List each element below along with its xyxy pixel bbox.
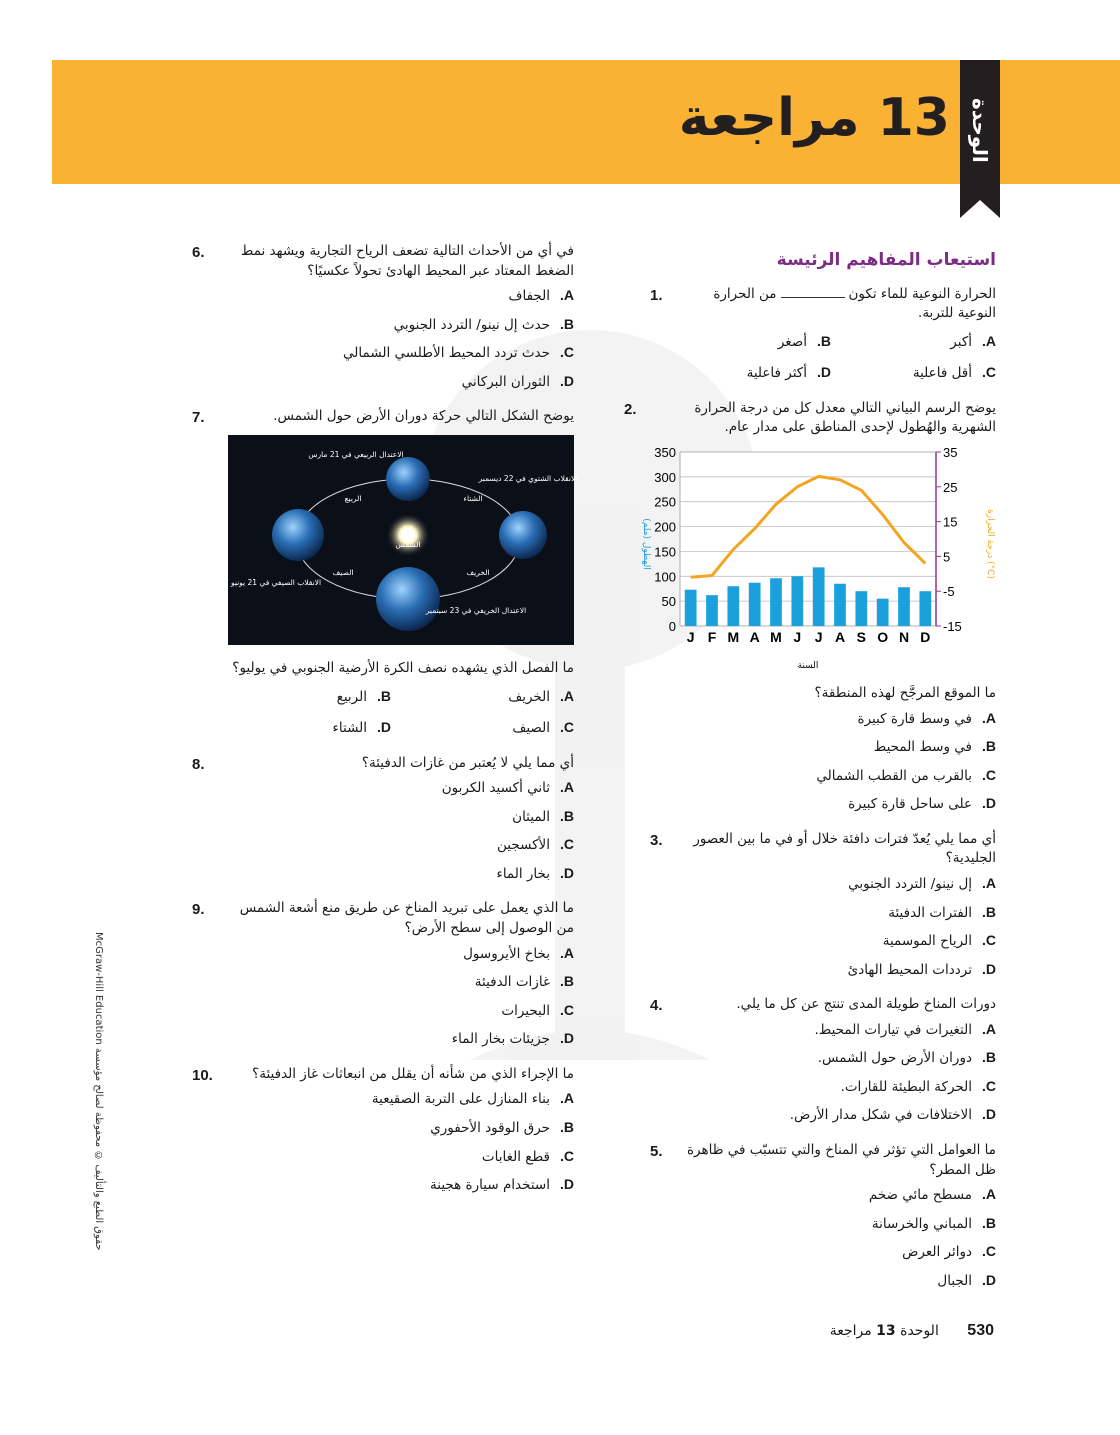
chart-xtick-label: M: [770, 629, 782, 646]
question-8-number: 8.: [192, 755, 205, 773]
chart-xtick-label: J: [686, 629, 695, 646]
chart-y2label: درجة الحرارة (°C): [985, 509, 995, 579]
copyright-note: حقوق الطبع والتأليف © محفوظة لصالح مؤسسة McGraw-Hill Education: [93, 931, 104, 1250]
question-2-followup: ما الموقع المرجَّح لهذه المنطقة؟: [814, 685, 996, 702]
q8-option-a[interactable]: A. ثاني أكسيد الكربون: [441, 779, 574, 797]
q2-option-a[interactable]: A. في وسط قارة كبيرة: [857, 709, 996, 727]
section-heading: استيعاب المفاهيم الرئيسة: [776, 250, 996, 270]
chart-xtick-label: D: [920, 629, 931, 646]
question-8: [192, 754, 574, 892]
footer-unit-label: الوحدة: [900, 1323, 939, 1339]
q10-option-a[interactable]: A. بناء المنازل على التربة الصقيعية: [371, 1090, 574, 1108]
q8-option-c[interactable]: C. الأكسجين: [497, 836, 574, 854]
earth-orbit-svg: [228, 435, 578, 645]
q6-option-c[interactable]: C. حدث تردد المحيط الأطلسي الشمالي: [343, 344, 574, 362]
question-4-number: 4.: [650, 997, 663, 1015]
q3-option-a[interactable]: A. إل نينو/ التردد الجنوبي: [848, 874, 996, 892]
precipitation-bar: [855, 591, 867, 626]
precipitation-bar: [685, 590, 697, 626]
question-3-text: أي مما يلي يُعدّ فترات دافئة خلال أو في ما بين العصور الجليدية؟: [693, 830, 996, 867]
q7-option-d[interactable]: D. الشتاء: [332, 719, 391, 737]
label-autumn: الخريف: [466, 567, 490, 577]
q9-option-d[interactable]: D. جزيئات بخار الماء: [451, 1030, 574, 1048]
q8-option-b[interactable]: B. الميثان: [512, 807, 574, 825]
question-8-text: أي مما يلي لا يُعتبر من غازات الدفيئة؟: [361, 754, 574, 771]
right-column: [624, 248, 996, 1306]
precipitation-bar: [834, 584, 846, 626]
question-10-text: ما الإجراء الذي من شأنه أن يقلل من انبعاثات غاز الدفيئة؟: [252, 1065, 574, 1082]
precipitation-bar: [813, 567, 825, 626]
unit-tab-label: الوحدة: [968, 97, 992, 163]
question-2-number: 2.: [624, 400, 637, 418]
q2-option-b[interactable]: B. في وسط المحيط: [873, 738, 996, 756]
climate-chart: [641, 444, 996, 674]
q4-option-b[interactable]: B. دوران الأرض حول الشمس.: [817, 1049, 996, 1067]
q9-option-a[interactable]: A. بخاخ الأيروسول: [463, 944, 574, 962]
q3-option-b[interactable]: B. الفترات الدفيئة: [888, 903, 996, 921]
earth-autumn-icon: [376, 567, 440, 631]
q2-option-c[interactable]: C. بالقرب من القطب الشمالي: [816, 766, 996, 784]
earth-winter-icon: [499, 511, 547, 559]
q5-option-b[interactable]: B. المباني والخرسانة: [871, 1214, 996, 1232]
precipitation-bar: [706, 595, 718, 626]
q8-option-d[interactable]: D. بخار الماء: [496, 864, 574, 882]
chart-xtick-label: J: [793, 629, 802, 646]
question-4-text: دورات المناخ طويلة المدى تنتج عن كل ما يلي.: [736, 996, 996, 1013]
earth-spring-icon: [386, 457, 430, 501]
question-7-followup: ما الفصل الذي يشهده نصف الكرة الأرضية الجنوبي في يوليو؟: [232, 659, 574, 676]
question-6-text: في أي من الأحداث التالية تضعف الرياح التجارية ويشهد نمط الضغط المعتاد عبر المحيط الهادئ تحولاً عكسيًا؟: [240, 243, 574, 279]
q5-option-a[interactable]: A. مسطح مائي ضخم: [868, 1186, 996, 1204]
q1-option-c[interactable]: C. أقل فاعلية: [912, 364, 996, 382]
label-spring: الربيع: [344, 493, 362, 503]
chart-xtick-label: S: [856, 629, 867, 646]
q3-option-d[interactable]: D. ترددات المحيط الهادئ: [847, 960, 996, 978]
earth-orbit-figure: [228, 435, 578, 645]
question-7-number: 7.: [192, 409, 205, 427]
question-1-text: الحرارة النوعية للماء تكونمن الحرارة النوعية للتربة.: [713, 285, 996, 322]
label-autumn-equinox: الاعتدال الخريفي في 23 سبتمبر: [425, 605, 527, 615]
left-column: [192, 242, 578, 1211]
precipitation-bar: [919, 591, 931, 626]
precipitation-bar: [749, 583, 761, 626]
q5-option-c[interactable]: C. دوائر العرض: [902, 1243, 996, 1261]
q7-option-c[interactable]: C. الصيف: [512, 719, 574, 737]
chart-y2tick-label: 5: [943, 549, 951, 565]
chart-ylabel: الهطول (ملم): [641, 518, 651, 570]
q6-option-b[interactable]: B. حدث إل نينو/ التردد الجنوبي: [393, 315, 574, 333]
q2-option-d[interactable]: D. على ساحل قارة كبيرة: [848, 795, 996, 813]
q7-option-a[interactable]: A. الخريف: [508, 687, 574, 705]
question-3-number: 3.: [650, 831, 663, 849]
question-1: [650, 285, 996, 391]
precipitation-bar: [877, 599, 889, 626]
label-summer-solstice: الانقلاب الصيفي في 21 يونيو: [230, 577, 322, 587]
precipitation-bar: [727, 586, 739, 626]
chart-ytick-label: 50: [661, 594, 676, 610]
footer-review-label: مراجعة: [829, 1323, 872, 1339]
chart-ytick-label: 350: [654, 445, 676, 461]
chart-xtick-label: O: [877, 629, 889, 646]
question-3: [650, 830, 996, 987]
question-9-text: ما الذي يعمل على تبريد المناخ عن طريق منع أشعة الشمس من الوصول إلى سطح الأرض؟: [239, 900, 574, 936]
chart-plot-area: [680, 452, 936, 626]
question-1-number: 1.: [650, 286, 663, 304]
chart-y2tick-label: 15: [943, 514, 958, 530]
label-winter: الشتاء: [463, 493, 483, 503]
label-sun: الشمس: [395, 539, 421, 549]
question-6: [192, 242, 574, 399]
chart-ytick-label: 250: [654, 494, 676, 510]
question-7-text: يوضح الشكل التالي حركة دوران الأرض حول الشمس.: [273, 408, 574, 425]
chart-xlabel: السنة: [797, 661, 819, 672]
q4-option-a[interactable]: A. التغيرات في تيارات المحيط.: [814, 1020, 996, 1038]
question-2-text: يوضح الرسم البياني التالي معدل كل من درجة الحرارة الشهرية والهُطول لإحدى المناطق على مدار عام.: [694, 399, 996, 436]
page-footer: [830, 1322, 994, 1340]
chart-xtick-label: J: [814, 629, 823, 646]
chart-y2tick-label: -15: [943, 619, 962, 635]
q10-option-d[interactable]: D. استخدام سيارة هجينة: [430, 1176, 574, 1194]
chart-y2tick-label: -5: [943, 584, 955, 600]
q9-option-c[interactable]: C. البحيرات: [501, 1001, 574, 1019]
q3-option-c[interactable]: C. الرياح الموسمية: [882, 932, 996, 950]
chart-ytick-label: 150: [654, 544, 676, 560]
question-4: [650, 995, 996, 1133]
q10-option-b[interactable]: B. حرق الوقود الأحفوري: [430, 1118, 574, 1136]
chart-ytick-label: 100: [654, 569, 676, 585]
question-6-number: 6.: [192, 244, 205, 261]
question-9: [192, 899, 574, 1056]
chart-y2tick-label: 35: [943, 445, 958, 461]
question-9-number: 9.: [192, 901, 205, 919]
label-winter-solstice: الانقلاب الشتوي في 22 ديسمبر: [478, 473, 578, 483]
q5-option-d[interactable]: D. الجبال: [937, 1271, 996, 1289]
q9-option-b[interactable]: B. غازات الدفيئة: [474, 973, 574, 991]
label-summer: الصيف: [332, 567, 354, 577]
q4-option-c[interactable]: C. الحركة البطيئة للقارات.: [840, 1077, 996, 1095]
chart-xtick-label: F: [707, 629, 717, 646]
label-spring-equinox: الاعتدال الربيعي في 21 مارس: [308, 449, 404, 459]
page-title: 13 مراجعة: [678, 88, 950, 148]
precipitation-bar: [898, 587, 910, 626]
question-7: [192, 407, 578, 745]
q1-option-b[interactable]: B. أصغر: [777, 332, 831, 350]
q10-option-c[interactable]: C. قطع الغابات: [481, 1147, 574, 1165]
climate-chart-svg: [641, 444, 996, 674]
chart-ytick-label: 0: [668, 619, 676, 635]
question-10-number: 10.: [192, 1066, 213, 1084]
q7-option-b[interactable]: B. الربيع: [336, 687, 391, 705]
chart-xtick-label: M: [727, 629, 740, 646]
earth-summer-icon: [272, 509, 324, 561]
question-10: [192, 1065, 574, 1203]
chart-ytick-label: 300: [654, 469, 676, 485]
footer-unit-number: 13: [876, 1323, 896, 1339]
precipitation-bar: [770, 578, 782, 626]
chart-xtick-label: N: [898, 629, 910, 646]
precipitation-bar: [791, 576, 803, 626]
question-2: [624, 399, 996, 822]
question-5: [650, 1141, 996, 1298]
question-5-text: ما العوامل التي تؤثر في المناخ والتي تتسبّب في ظاهرة ظل المطر؟: [686, 1142, 996, 1178]
q1-option-d[interactable]: D. أكثر فاعلية: [746, 364, 831, 382]
question-5-number: 5.: [650, 1143, 663, 1161]
answer-blank: [781, 297, 845, 298]
chart-y2tick-label: 25: [943, 479, 958, 495]
unit-tab-notch: [960, 200, 1000, 218]
q6-option-d[interactable]: D. الثوران البركاني: [461, 372, 574, 390]
q1-option-a[interactable]: A. أكبر: [950, 332, 996, 350]
page-number: 530: [967, 1322, 994, 1339]
chart-xtick-label: A: [749, 629, 760, 646]
chart-ytick-label: 200: [654, 519, 676, 535]
chart-xtick-label: A: [834, 629, 846, 646]
q4-option-d[interactable]: D. الاختلافات في شكل مدار الأرض.: [789, 1106, 996, 1124]
q6-option-a[interactable]: A. الجفاف: [508, 287, 574, 305]
